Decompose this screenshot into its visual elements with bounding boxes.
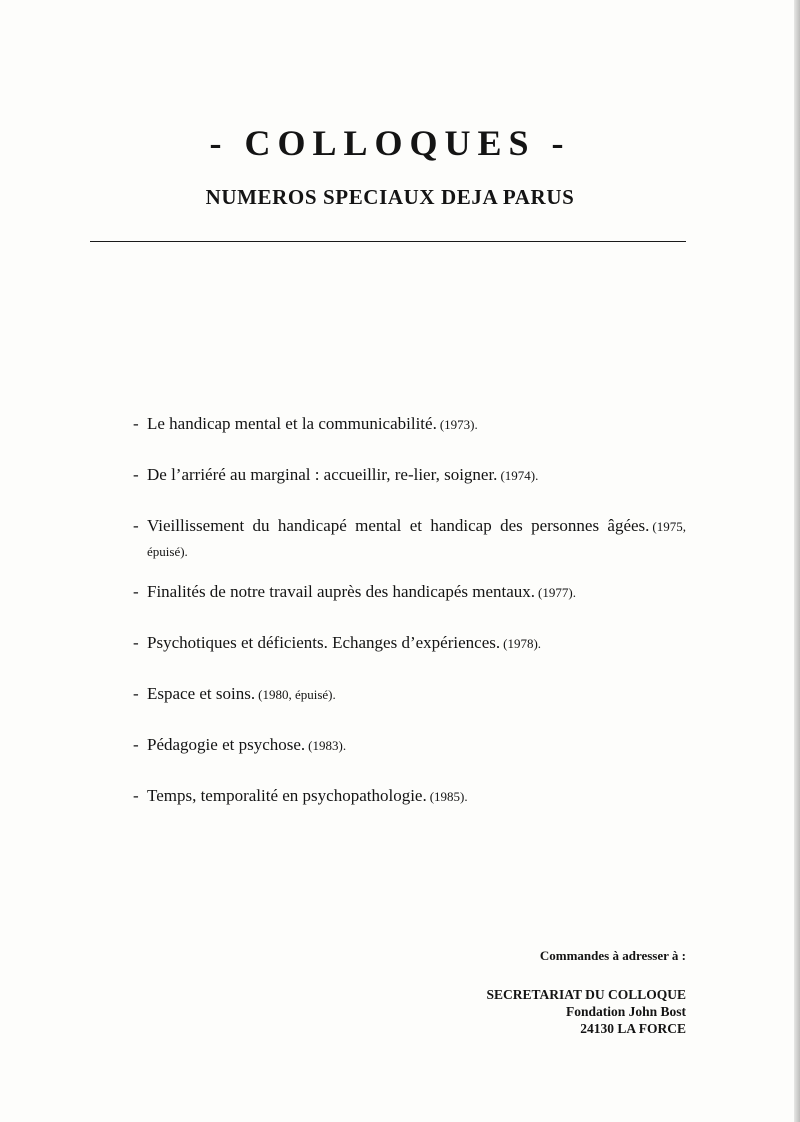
publication-item <box>133 580 686 605</box>
publication-note: (1985). <box>429 789 468 804</box>
publication-title: Pédagogie et psychose. <box>147 735 306 754</box>
publication-item <box>133 733 686 758</box>
publication-note: (1977). <box>538 585 576 600</box>
address-line: 24130 LA FORCE <box>580 1021 686 1036</box>
page-edge-shadow <box>794 0 800 1122</box>
list-dash: - <box>133 414 139 433</box>
publication-note: (1980, épuisé). <box>258 687 336 702</box>
list-dash: - <box>133 684 139 703</box>
publication-title: Temps, temporalité en psychopathologie. <box>147 786 427 805</box>
list-dash: - <box>133 465 139 484</box>
horizontal-rule <box>90 241 686 242</box>
list-dash: - <box>133 582 139 601</box>
publication-note: (1974). <box>500 468 539 483</box>
publication-note: (1978). <box>503 636 542 651</box>
page-subtitle: NUMEROS SPECIAUX DEJA PARUS <box>205 185 575 209</box>
publication-title: Espace et soins. <box>147 684 256 703</box>
publication-title: Vieillissement du handicapé mental et handicap des personnes âgées. <box>147 516 650 535</box>
list-dash: - <box>133 633 139 652</box>
publication-item <box>133 412 686 437</box>
address-line: SECRETARIAT DU COLLOQUE <box>486 987 686 1002</box>
publication-note: (1975, épuisé). <box>147 519 686 559</box>
list-dash: - <box>133 516 139 535</box>
list-dash: - <box>133 786 139 805</box>
publication-title: Le handicap mental et la communicabilité. <box>147 414 437 433</box>
publication-title: Finalités de notre travail auprès des handicapés mentaux. <box>147 582 536 601</box>
publication-item <box>133 514 686 564</box>
publication-note: (1983). <box>308 738 347 753</box>
publication-note: (1973). <box>439 417 478 432</box>
publication-item <box>133 682 686 707</box>
publication-item <box>133 631 686 656</box>
orders-label: Commandes à adresser à : <box>539 948 686 963</box>
page-title: - COLLOQUES - <box>209 123 571 163</box>
publication-item <box>133 463 686 488</box>
publication-item <box>133 784 686 809</box>
address-line: Fondation John Bost <box>565 1004 686 1019</box>
publication-list <box>133 412 686 835</box>
list-dash: - <box>133 735 139 754</box>
publication-title: Psychotiques et déficients. Echanges d’expériences. <box>147 633 501 652</box>
orders-block <box>486 948 686 1037</box>
publication-title: De l’arriéré au marginal : accueillir, re-lier, soigner. <box>147 465 498 484</box>
